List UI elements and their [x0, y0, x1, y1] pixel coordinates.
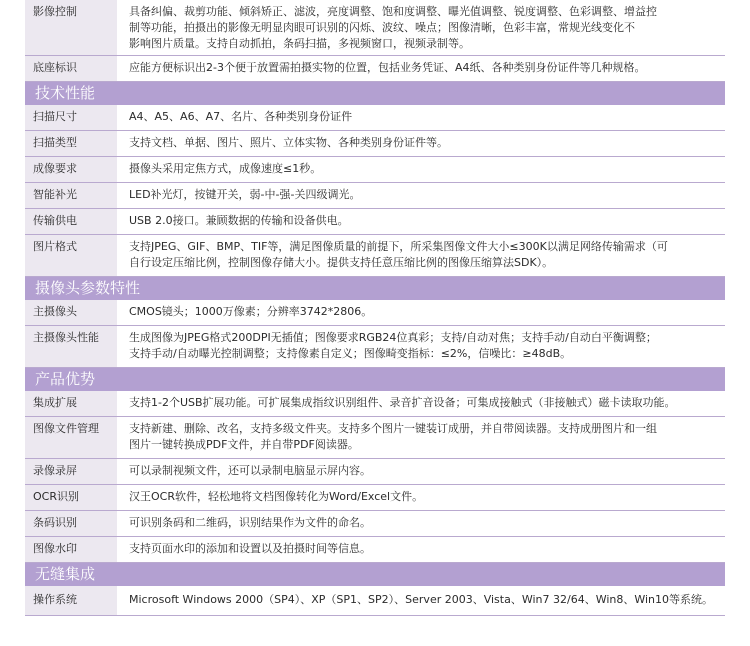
- spec-value-line: 支持JPEG、GIF、BMP、TIF等，满足图像质量的前提下，所采集图像文件大小≤300K以满足网络传输需求（可: [129, 240, 668, 253]
- spec-value: [117, 586, 725, 615]
- spec-label: 操作系统: [25, 586, 117, 615]
- spec-row-file-mgmt: [25, 417, 725, 459]
- spec-value-line: 支持页面水印的添加和设置以及拍摄时间等信息。: [129, 542, 371, 555]
- spec-value-line: 制等功能，拍摄出的影像无明显肉眼可识别的闪烁、波纹、噪点；图像清晰，色彩丰富，常规光线变化不: [129, 21, 635, 34]
- spec-row-image-control: [25, 0, 725, 56]
- spec-value-line: CMOS镜头；1000万像素；分辨率3742*2806。: [129, 305, 373, 318]
- spec-value-line: 支持文档、单据、图片、照片、立体实物、各种类别身份证件等。: [129, 136, 448, 149]
- spec-row-scan-size: [25, 105, 725, 131]
- spec-value: [117, 157, 725, 182]
- spec-value-line: 汉王OCR软件，轻松地将文档图像转化为Word/Excel文件。: [129, 490, 424, 503]
- spec-label: 图像水印: [25, 537, 117, 562]
- spec-table: [25, 0, 725, 616]
- spec-value: [117, 326, 725, 367]
- section-heading-camera: 摄像头参数特性: [25, 277, 725, 300]
- spec-value-line: 影响图片质量。支持自动抓拍，条码扫描，多视频窗口，视频录制等。: [129, 37, 470, 50]
- spec-value: [117, 183, 725, 208]
- spec-value-line: USB 2.0接口。兼顾数据的传输和设备供电。: [129, 214, 349, 227]
- spec-row-main-camera: [25, 300, 725, 326]
- spec-row-pad-mark: [25, 56, 725, 82]
- spec-value-line: 支持1-2个USB扩展功能。可扩展集成指纹识别组件、录音扩音设备；可集成接触式（非接触式）磁卡读取功能。: [129, 396, 676, 409]
- spec-value-line: 图片一键转换成PDF文件，并自带PDF阅读器。: [129, 438, 359, 451]
- spec-row-imaging-req: [25, 157, 725, 183]
- section-heading-advantage: 产品优势: [25, 368, 725, 391]
- spec-value-line: A4、A5、A6、A7、名片、各种类别身份证件: [129, 110, 353, 123]
- spec-value: [117, 511, 725, 536]
- spec-value-line: 支持新建、删除、改名，支持多级文件夹。支持多个图片一键装订成册，并自带阅读器。支持成册图片和一组: [129, 422, 657, 435]
- spec-value: [117, 0, 725, 55]
- spec-value-line: 可识别条码和二维码，识别结果作为文件的命名。: [129, 516, 371, 529]
- spec-label: 图片格式: [25, 235, 117, 276]
- spec-label: 扫描尺寸: [25, 105, 117, 130]
- spec-label: 成像要求: [25, 157, 117, 182]
- spec-label: OCR识别: [25, 485, 117, 510]
- spec-label: 传输供电: [25, 209, 117, 234]
- spec-value-line: 应能方便标识出2-3个便于放置需拍摄实物的位置，包括业务凭证、A4纸、各种类别身份证件等几种规格。: [129, 61, 646, 74]
- spec-value-line: 具备纠偏、裁剪功能、倾斜矫正、滤波，亮度调整、饱和度调整、曝光值调整、锐度调整、色彩调整、增益控: [129, 5, 657, 18]
- spec-value: [117, 537, 725, 562]
- section-heading-integration: 无缝集成: [25, 563, 725, 586]
- spec-label: 底座标识: [25, 56, 117, 81]
- spec-value: [117, 235, 725, 276]
- spec-value: [117, 105, 725, 130]
- spec-label: 条码识别: [25, 511, 117, 536]
- spec-row-transfer-power: [25, 209, 725, 235]
- spec-value: [117, 391, 725, 416]
- spec-row-os: [25, 586, 725, 616]
- spec-row-barcode: [25, 511, 725, 537]
- spec-value-line: 支持手动/自动曝光控制调整；支持像素自定义；图像畸变指标：≤2%，信噪比：≥48dB。: [129, 347, 572, 360]
- spec-value-line: 生成图像为JPEG格式200DPI无插值；图像要求RGB24位真彩；支持/自动对焦；支持手动/自动白平衡调整；: [129, 331, 657, 344]
- spec-label: 图像文件管理: [25, 417, 117, 458]
- spec-row-image-format: [25, 235, 725, 277]
- spec-value: [117, 485, 725, 510]
- spec-row-smart-light: [25, 183, 725, 209]
- spec-value: [117, 131, 725, 156]
- spec-row-recording: [25, 459, 725, 485]
- spec-value: [117, 417, 725, 458]
- spec-value-line: Microsoft Windows 2000（SP4）、XP（SP1、SP2）、Server 2003、Vista、Win7 32/64、Win8、Win10等系统。: [129, 593, 714, 606]
- spec-value: [117, 300, 725, 325]
- spec-value: [117, 56, 725, 81]
- spec-value-line: 可以录制视频文件，还可以录制电脑显示屏内容。: [129, 464, 371, 477]
- spec-label: 录像录屏: [25, 459, 117, 484]
- spec-value-line: LED补光灯，按键开关，弱-中-强-关四级调光。: [129, 188, 361, 201]
- spec-label: 主摄像头性能: [25, 326, 117, 367]
- spec-row-watermark: [25, 537, 725, 563]
- spec-label: 主摄像头: [25, 300, 117, 325]
- spec-value: [117, 459, 725, 484]
- spec-row-ocr: [25, 485, 725, 511]
- section-heading-tech: 技术性能: [25, 82, 725, 105]
- spec-label: 集成扩展: [25, 391, 117, 416]
- spec-value-line: 自行设定压缩比例，控制图像存储大小。提供支持任意压缩比例的图像压缩算法SDK）。: [129, 256, 554, 269]
- spec-row-expand: [25, 391, 725, 417]
- spec-row-camera-perf: [25, 326, 725, 368]
- spec-label: 影像控制: [25, 0, 117, 55]
- spec-value: [117, 209, 725, 234]
- spec-label: 扫描类型: [25, 131, 117, 156]
- spec-label: 智能补光: [25, 183, 117, 208]
- spec-row-scan-type: [25, 131, 725, 157]
- spec-value-line: 摄像头采用定焦方式，成像速度≤1秒。: [129, 162, 322, 175]
